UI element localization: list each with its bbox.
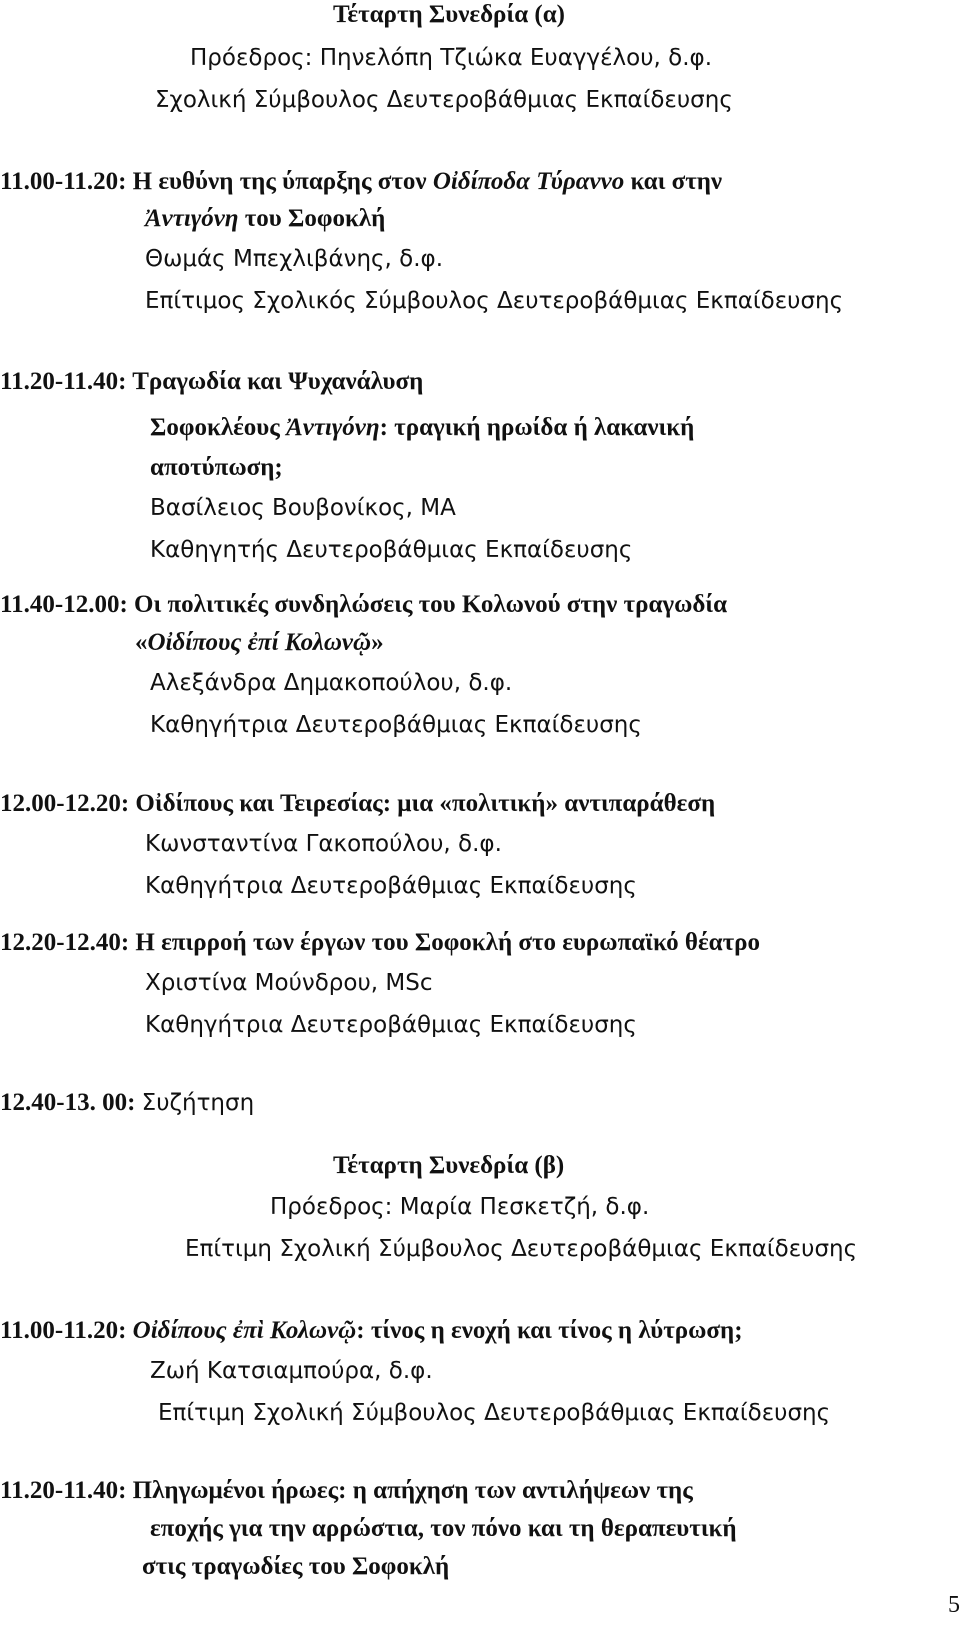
talk-time: 12.40-13. 00 (0, 1089, 128, 1116)
session-b-chair: Πρόεδρος: Μαρία Πεσκετζή, δ.φ. (270, 1194, 650, 1220)
talk-a2-subtitle-line2: αποτύπωση; (150, 454, 283, 481)
title-segment: « (135, 629, 148, 656)
talk-a4-speaker: Κωνσταντίνα Γακοπούλου, δ.φ. (145, 831, 502, 857)
session-a-chair: Πρόεδρος: Πηνελόπη Τζιώκα Ευαγγέλου, δ.φ. (190, 45, 713, 71)
talk-a3-title-line2 (135, 628, 384, 658)
talk-a3-speaker: Αλεξάνδρα Δημακοπούλου, δ.φ. (150, 670, 513, 696)
talk-separator: : (118, 1317, 133, 1344)
title-segment: : τραγική ηρωίδα ή λακανική (379, 414, 695, 441)
talk-a5-role: Καθηγήτρια Δευτεροβάθμιας Εκπαίδευσης (145, 1012, 637, 1038)
discussion-label: Συζήτηση (141, 1090, 255, 1116)
title-segment: : τίνος η ενοχή και τίνος η λύτρωση; (356, 1317, 743, 1344)
title-segment: Οι πολιτικές συνδηλώσεις του Κολωνού στην τραγωδία (134, 591, 728, 618)
title-segment-italic: Οἰδίπους ἐπί Κολωνῷ (147, 629, 372, 656)
title-segment: Οἰδίπους και Τειρεσίας: μια «πολιτική» αντιπαράθεση (135, 790, 716, 817)
page-number: 5 (948, 1592, 960, 1618)
talk-separator: : (118, 368, 133, 395)
talk-b1-title-line1 (0, 1316, 743, 1346)
title-segment: του Σοφοκλή (238, 205, 386, 232)
talk-a1-title-line1 (0, 167, 722, 197)
session-a-chair-role: Σχολική Σύμβουλος Δευτεροβάθμιας Εκπαίδευσης (155, 87, 733, 113)
talk-a2-title-line1 (0, 367, 423, 397)
talk-a5-title-line1 (0, 928, 760, 958)
talk-separator: : (120, 790, 136, 817)
title-segment: Σοφοκλέους (150, 414, 287, 441)
title-segment: Τραγωδία και Ψυχανάλυση (132, 368, 424, 395)
talk-a1-speaker: Θωμάς Μπεχλιβάνης, δ.φ. (145, 246, 444, 272)
session-a-title: Τέταρτη Συνεδρία (α) (333, 1, 565, 28)
talk-a3-title-line1 (0, 590, 727, 620)
talk-a2-role: Καθηγητής Δευτεροβάθμιας Εκπαίδευσης (150, 537, 633, 563)
talk-a2-speaker: Βασίλειος Βουβονίκος, MA (150, 495, 456, 521)
talk-time: 11.20-11.40 (0, 368, 119, 395)
session-b-chair-role: Επίτιμη Σχολική Σύμβουλος Δευτεροβάθμιας Εκπαίδευσης (185, 1236, 858, 1262)
talk-a4-title-line1 (0, 789, 715, 819)
title-segment: Η ευθύνη της ύπαρξης στον (132, 168, 433, 195)
session-b-title: Τέταρτη Συνεδρία (β) (333, 1152, 565, 1179)
talk-time: 12.20-12.40 (0, 929, 121, 956)
talk-time: 11.40-12.00 (0, 591, 120, 618)
talk-a6-discussion (0, 1088, 254, 1118)
talk-b2-title-line1 (0, 1476, 693, 1506)
talk-separator: : (119, 591, 135, 618)
talk-separator: : (118, 168, 133, 195)
talk-separator: : (118, 1477, 133, 1504)
title-segment-italic: Ἀντιγόνη (286, 414, 380, 441)
talk-a2-subtitle-line1 (150, 413, 694, 443)
talk-time: 11.20-11.40 (0, 1477, 119, 1504)
talk-time: 11.00-11.20 (0, 168, 119, 195)
talk-a5-speaker: Χριστίνα Μούνδρου, MSc (145, 970, 433, 996)
talk-separator: : (127, 1089, 142, 1116)
talk-a3-role: Καθηγήτρια Δευτεροβάθμιας Εκπαίδευσης (150, 712, 642, 738)
talk-time: 12.00-12.20 (0, 790, 121, 817)
talk-a4-role: Καθηγήτρια Δευτεροβάθμιας Εκπαίδευσης (145, 873, 637, 899)
talk-b1-role: Επίτιμη Σχολική Σύμβουλος Δευτεροβάθμιας Εκπαίδευσης (158, 1400, 831, 1426)
title-segment: » (371, 629, 384, 656)
talk-a1-role: Επίτιμος Σχολικός Σύμβουλος Δευτεροβάθμιας Εκπαίδευσης (145, 288, 844, 314)
title-segment: Πληγωμένοι ήρωες: η απήχηση των αντιλήψεων της (132, 1477, 693, 1504)
talk-b1-speaker: Ζωή Κατσιαμπούρα, δ.φ. (150, 1358, 433, 1384)
title-segment-italic: Οἰδίποδα Τύραννο (432, 168, 625, 195)
title-segment-italic: Οἰδίπους ἐπὶ Κολωνῷ (132, 1317, 357, 1344)
talk-time: 11.00-11.20 (0, 1317, 119, 1344)
title-segment-italic: Ἀντιγόνη (145, 205, 239, 232)
talk-b2-title-line3: στις τραγωδίες του Σοφοκλή (142, 1553, 450, 1580)
talk-b2-title-line2: εποχής για την αρρώστια, τον πόνο και τη θεραπευτική (150, 1515, 737, 1542)
talk-a1-title-line2 (145, 204, 385, 234)
talk-separator: : (120, 929, 136, 956)
title-segment: και στην (624, 168, 723, 195)
title-segment: Η επιρροή των έργων του Σοφοκλή στο ευρωπαϊκό θέατρο (135, 929, 760, 956)
